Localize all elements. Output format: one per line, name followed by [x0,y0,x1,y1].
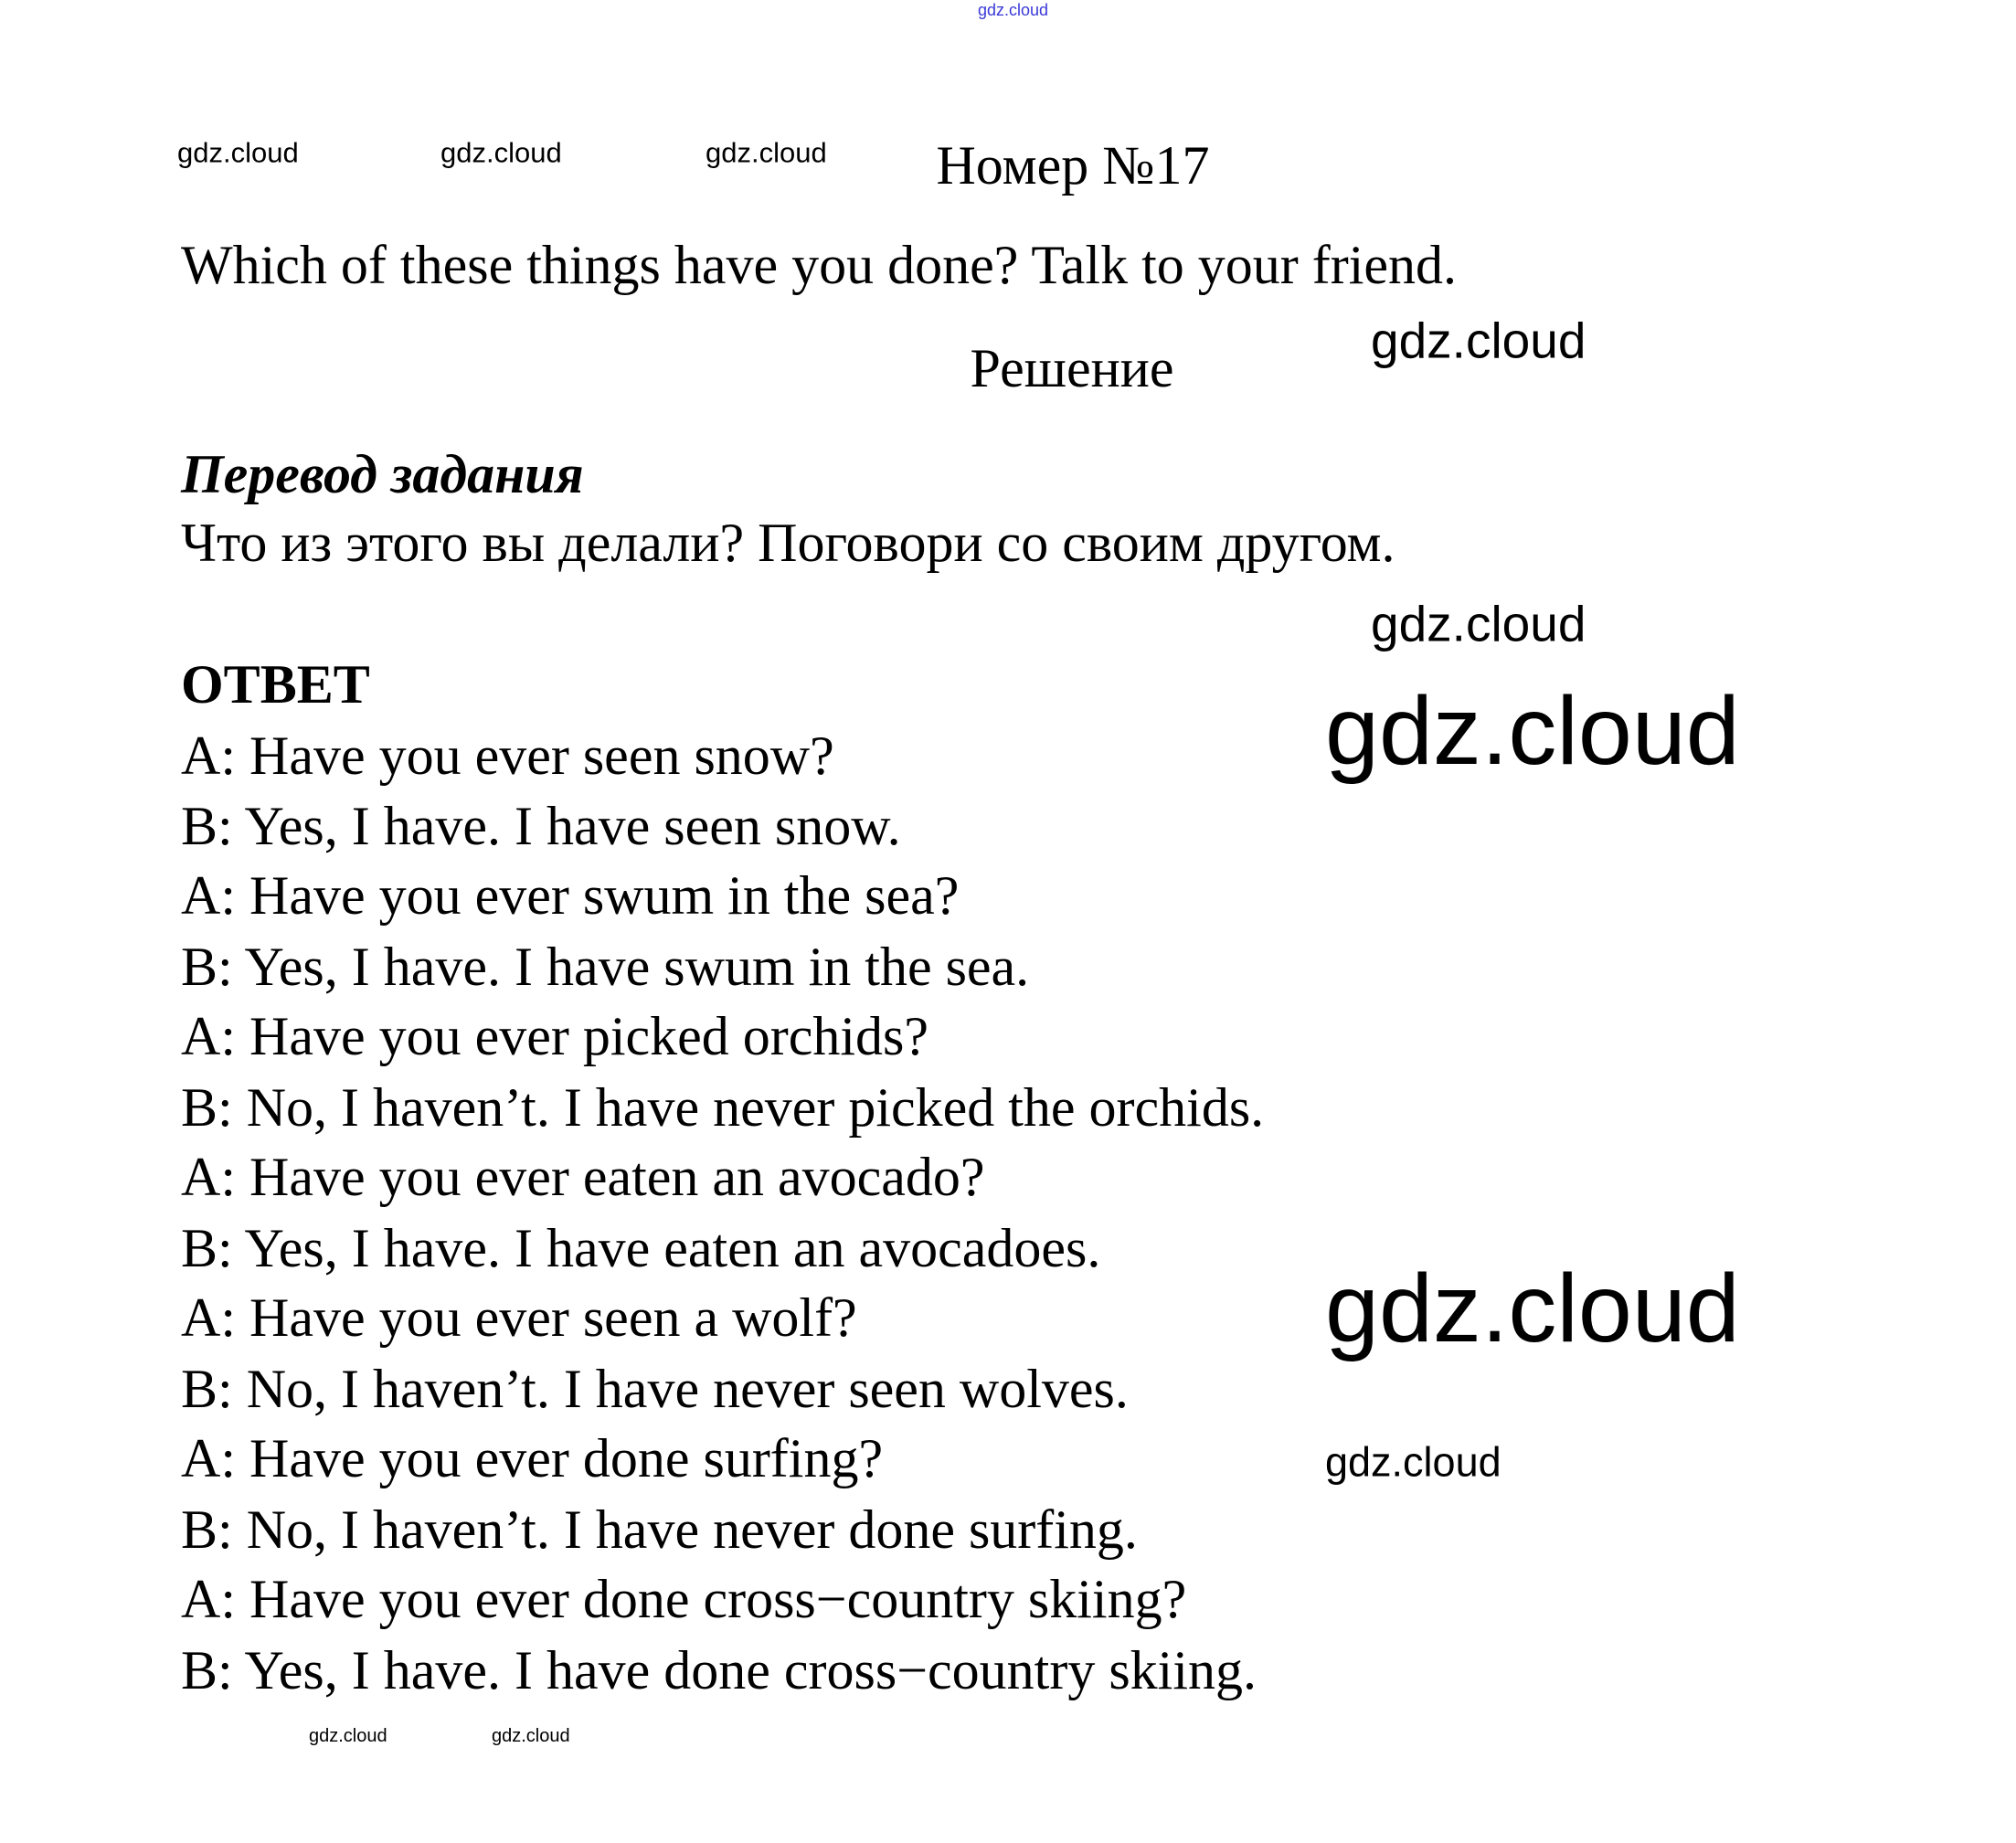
answer-heading: ОТВЕТ [181,654,370,715]
watermark-top: gdz.cloud [978,1,1049,19]
dialogue-line: B: Yes, I have. I have done cross−country skiing. [181,1640,1257,1700]
dialogue-line: B: Yes, I have. I have swum in the sea. [181,937,1030,997]
dialogue-line: B: No, I haven’t. I have never picked the orchids. [181,1077,1265,1138]
page-title: Номер №17 [936,135,1210,196]
solution-label: Решение [970,338,1174,398]
dialogue-line: A: Have you ever done surfing? [181,1428,884,1488]
watermark: gdz.cloud [309,1726,387,1746]
watermark: gdz.cloud [706,136,827,169]
watermark: gdz.cloud [492,1726,570,1746]
watermark: gdz.cloud [1325,1438,1501,1486]
dialogue-line: A: Have you ever eaten an avocado? [181,1147,985,1207]
dialogue-line: B: Yes, I have. I have seen snow. [181,796,901,856]
watermark: gdz.cloud [1371,312,1586,369]
dialogue-line: A: Have you ever done cross−country skiing? [181,1569,1187,1629]
dialogue-line: A: Have you ever picked orchids? [181,1006,929,1066]
dialogue-line: B: Yes, I have. I have eaten an avocadoes. [181,1218,1101,1278]
dialogue-line: B: No, I haven’t. I have never seen wolves. [181,1359,1129,1419]
watermark: gdz.cloud [177,136,299,169]
dialogue-line: A: Have you ever seen snow? [181,726,834,786]
task-text: Which of these things have you done? Talk to your friend. [181,235,1457,295]
watermark-large: gdz.cloud [1325,1255,1740,1362]
dialogue-line: A: Have you ever swum in the sea? [181,865,960,926]
translation-text: Что из этого вы делали? Поговори со своим другом. [181,513,1395,573]
watermark-large: gdz.cloud [1325,677,1740,785]
watermark: gdz.cloud [440,136,562,169]
watermark: gdz.cloud [1371,595,1586,652]
dialogue-line: A: Have you ever seen a wolf? [181,1287,857,1348]
translation-heading: Перевод задания [181,444,584,504]
dialogue-line: B: No, I haven’t. I have never done surfing. [181,1499,1138,1560]
